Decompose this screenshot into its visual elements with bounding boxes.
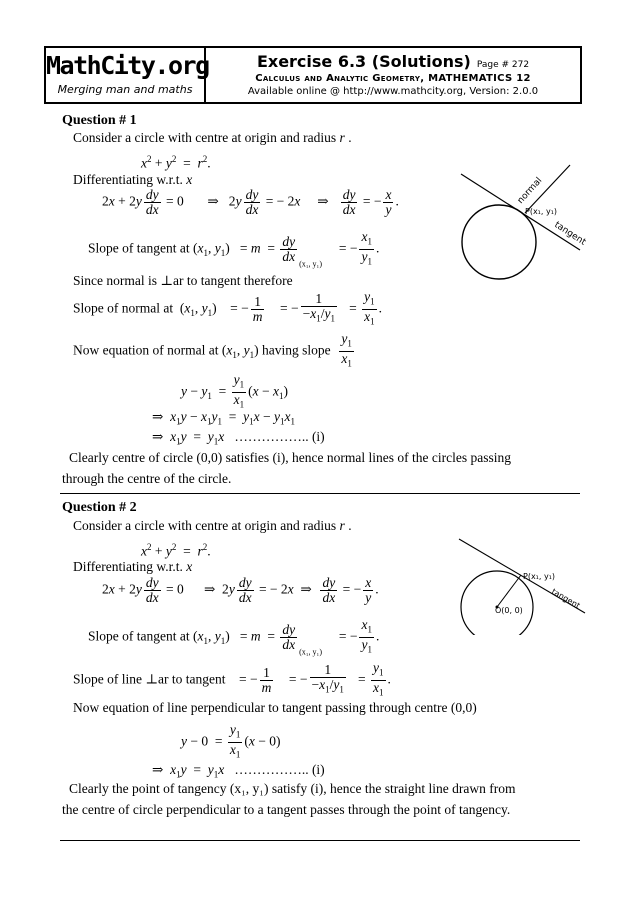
q2-intro: Consider a circle with centre at origin and radius r . — [73, 518, 352, 533]
q1-now-eq: Now equation of normal at ($x_1$, $y_1$) having slope $\frac{y_1}{x_1}$ — [73, 331, 352, 369]
header-info — [206, 48, 580, 102]
q1-slope-tangent-label: Slope of tangent at — [88, 240, 190, 256]
q1-intro: Consider a circle with centre at origin and radius r . — [73, 130, 352, 145]
q2-heading: Question # 2 — [62, 500, 137, 515]
q1-intro-text: Consider a circle with centre at origin and radius — [73, 130, 337, 145]
q2-radius-line — [497, 575, 521, 607]
q1-point-label: P(x₁, y₁) — [525, 207, 558, 216]
q2-derivative-line: 2x + 2y $\frac{dy}{dx}$ = 0 ⇒ 2y $\frac{dy}{dx}$ = − 2x ⇒ $\frac{dy}{dx}$ = − $\frac{x}{y}$ . — [102, 575, 379, 605]
q2-slope-tangent: Slope of tangent at ($x_1$, $y_1) = m$ = $\frac{dy}{dx}$ $_{(x_1, y_1)}$ = − $\frac{x_1}{y_1}$ . — [88, 617, 380, 657]
q1-slope-normal: Slope of normal at ($x_1$, $y_1$) = − $\frac{1}{m}$ = − $\frac{1}{-x_1/y_1}$ = $\frac{y_1}{x_1}$ . — [73, 289, 382, 327]
brand-tagline: Merging man and maths — [57, 83, 193, 96]
q2-tangent-label: tangent — [550, 586, 582, 611]
bottom-divider — [60, 840, 580, 841]
q2-diff-text: Differentiating w.r.t. — [73, 559, 183, 574]
q2-slope-line: Slope of line ⊥ar to tangent = − $\frac{1}{m}$ = − $\frac{1}{-x_1/y_1}$ = $\frac{y_1}{x_1}$ . — [73, 660, 391, 698]
q1-step2: ⇒ $x_1y = y_1x$ …………….. (i) — [152, 429, 325, 447]
q2-diagram — [455, 535, 590, 635]
q1-diff: Differentiating w.r.t. x — [73, 172, 193, 187]
page-header — [44, 46, 582, 104]
q2-origin-label: O(0, 0) — [495, 606, 523, 615]
q1-step1: ⇒ $x_1y - x_1y_1 = y_1x - y_1x_1$ — [152, 409, 295, 427]
q2-conclusion-1: Clearly the point of tangency (x₁, y₁) satisfy (i), hence the straight line drawn from — [69, 781, 516, 796]
brand-logo: MathCity.org — [46, 51, 209, 80]
q2-now-eq: Now equation of line perpendicular to tangent passing through centre (0,0) — [73, 700, 477, 715]
q1-conclusion-1: Clearly centre of circle (0,0) satisfies (i), hence normal lines of the circles passing — [69, 450, 511, 465]
q2-diff: Differentiating w.r.t. x — [73, 559, 193, 574]
q2-intro-text: Consider a circle with centre at origin and radius — [73, 518, 337, 533]
section-divider — [60, 493, 580, 494]
exercise-title — [206, 52, 580, 71]
q1-slope-normal-label: Slope of normal at — [73, 300, 174, 316]
q1-derivative-line: 2x + 2y $\frac{dy}{dx}$ = 0 ⇒ 2y $\frac{dy}{dx}$ = − 2x ⇒ $\frac{dy}{dx}$ = − $\frac{x}{y}$ . — [102, 187, 399, 217]
q1-diff-text: Differentiating w.r.t. — [73, 172, 183, 187]
q2-step1: ⇒ $x_1y = y_1x$ …………….. (i) — [152, 762, 325, 780]
q1-heading: Question # 1 — [62, 113, 137, 128]
book-subtitle: Calculus and Analytic Geometry, MATHEMATICS 12 — [255, 73, 531, 84]
q1-tangent-line — [461, 174, 580, 250]
q1-now-eq-label: Now equation of normal at — [73, 342, 219, 358]
q2-circle-eq: $x^2 + y^2 = r^2$. — [141, 542, 211, 559]
q1-diagram — [455, 160, 590, 285]
online-url: Available online @ http://www.mathcity.org, Version: 2.0.0 — [247, 86, 539, 97]
q1-circle — [462, 205, 536, 279]
title-text: Exercise 6.3 (Solutions) — [256, 52, 471, 71]
q1-tangent-label: tangent — [552, 220, 588, 248]
q2-point-label: P(x₁, y₁) — [523, 572, 556, 581]
q2-slope-line-label: Slope of line ⊥ar to tangent — [73, 671, 226, 687]
brand-box — [46, 48, 209, 102]
q2-slope-tangent-label: Slope of tangent at — [88, 628, 190, 644]
q2-line-eq: y − 0 = $\frac{y_1}{x_1}$ (x − 0) — [181, 722, 281, 760]
q1-having-slope: having slope — [261, 342, 331, 358]
q2-conclusion-2: the centre of circle perpendicular to a tangent passes through the point of tangency. — [62, 802, 511, 817]
q1-slope-tangent: Slope of tangent at ($x_1$, $y_1) = m$ = $\frac{dy}{dx}$ $_{(x_1, y_1)}$ = − $\frac{x_1}{y_1}$ . — [88, 229, 380, 269]
q1-conclusion-2: through the centre of the circle. — [62, 471, 232, 486]
page-number: Page # 272 — [476, 60, 530, 70]
q1-circle-eq: $x^2 + y^2 = r^2$. — [141, 154, 211, 171]
q1-normal-eq: $y - y_1$ = $\frac{y_1}{x_1}$ $(x - x_1)$ — [181, 372, 288, 410]
q1-eq-label: …………….. (i) — [234, 429, 325, 444]
q1-since: Since normal is ⊥ar to tangent therefore — [73, 273, 293, 288]
q1-normal-label: normal — [515, 175, 545, 207]
q2-eq-label: …………….. (i) — [234, 762, 325, 777]
